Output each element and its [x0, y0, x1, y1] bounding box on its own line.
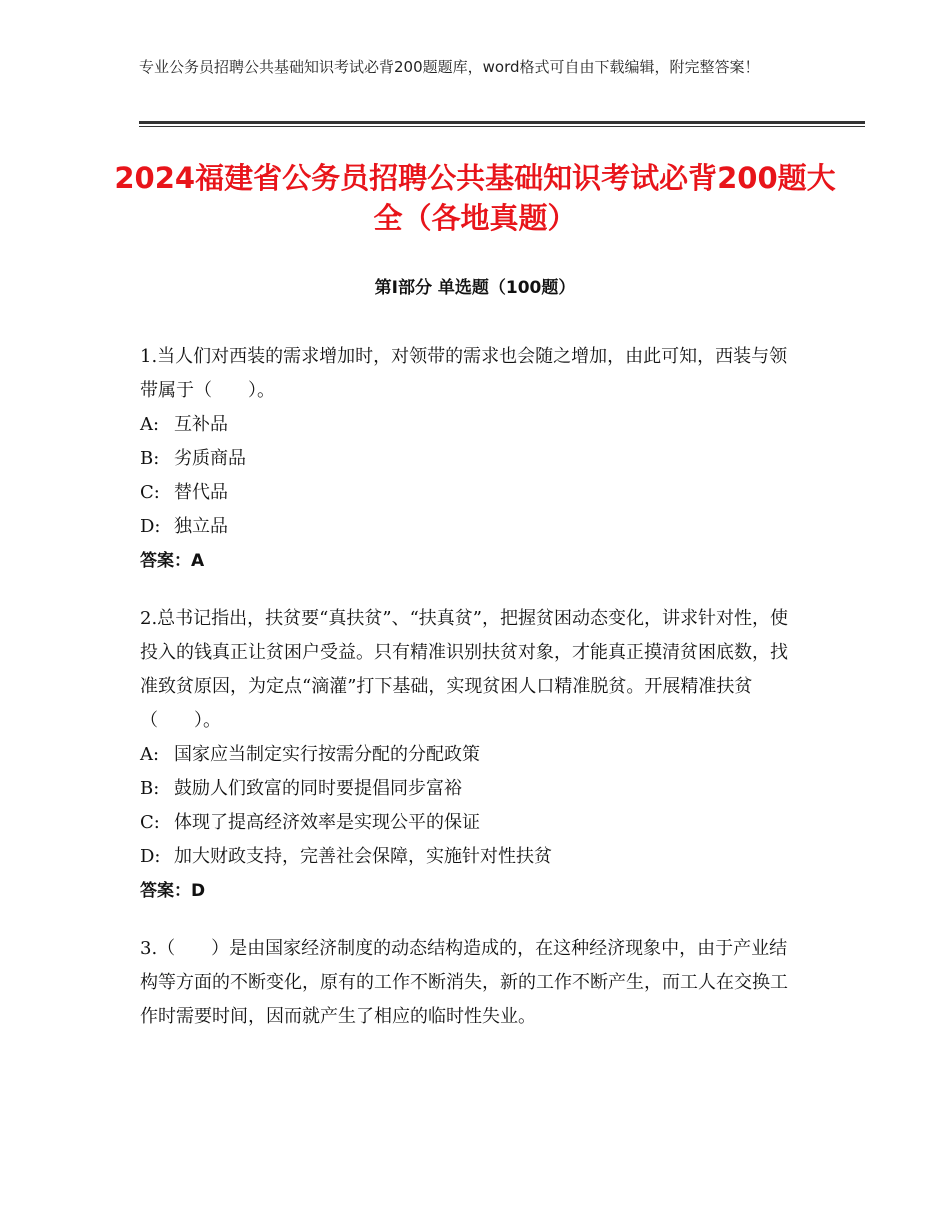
question-answer: 答案：A [140, 551, 205, 571]
header-note: 专业公务员招聘公共基础知识考试必背200题题库，word格式可自由下载编辑，附完整答案！ [139, 58, 760, 76]
question-answer: 答案：D [140, 881, 206, 901]
option-letter: A: [140, 414, 160, 435]
question-option-a [140, 408, 800, 442]
question-1 [140, 340, 800, 578]
question-3 [140, 932, 800, 1034]
option-text: 加大财政支持，完善社会保障，实施针对性扶贫 [174, 846, 552, 867]
option-text: 鼓励人们致富的同时要提倡同步富裕 [174, 778, 462, 799]
option-letter: C: [140, 482, 160, 503]
option-letter: B: [140, 448, 160, 469]
question-option-b [140, 442, 800, 476]
option-text: 劣质商品 [174, 448, 246, 469]
option-text: 替代品 [174, 482, 228, 503]
option-text: 互补品 [174, 414, 228, 435]
option-letter: D: [140, 846, 161, 867]
question-stem: 3.（ ）是由国家经济制度的动态结构造成的，在这种经济现象中，由于产业结构等方面的不断变化，原有的工作不断消失，新的工作不断产生，而工人在交换工作时需要时间，因而就产生了相应的临时性失业。 [140, 938, 788, 1027]
question-option-c [140, 476, 800, 510]
option-letter: C: [140, 812, 160, 833]
question-option-d [140, 510, 800, 544]
option-letter: B: [140, 778, 160, 799]
question-stem: 2.总书记指出，扶贫要“真扶贫”、“扶真贫”，把握贫困动态变化，讲求针对性，使投入的钱真正让贫困户受益。只有精准识别扶贫对象，才能真正摸清贫困底数，找准致贫原因，为定点“滴灌”打下基础，实现贫困人口精准脱贫。开展精准扶贫（ ）。 [140, 608, 788, 731]
option-text: 国家应当制定实行按需分配的分配政策 [174, 744, 480, 765]
option-letter: A: [140, 744, 160, 765]
question-option-b [140, 772, 800, 806]
question-list [140, 340, 800, 1058]
header-rule-thin [139, 126, 865, 127]
option-text: 体现了提高经济效率是实现公平的保证 [174, 812, 480, 833]
section-title: 第Ⅰ部分 单选题（100题） [374, 278, 576, 298]
question-2 [140, 602, 800, 908]
question-option-d [140, 840, 800, 874]
option-text: 独立品 [174, 516, 228, 537]
question-stem: 1.当人们对西装的需求增加时，对领带的需求也会随之增加，由此可知，西装与领带属于（ ）。 [140, 346, 788, 401]
document-title: 2024福建省公务员招聘公共基础知识考试必背200题大全（各地真题） [114, 161, 836, 235]
option-letter: D: [140, 516, 161, 537]
header-rule-thick [139, 121, 865, 124]
question-option-c [140, 806, 800, 840]
question-option-a [140, 738, 800, 772]
